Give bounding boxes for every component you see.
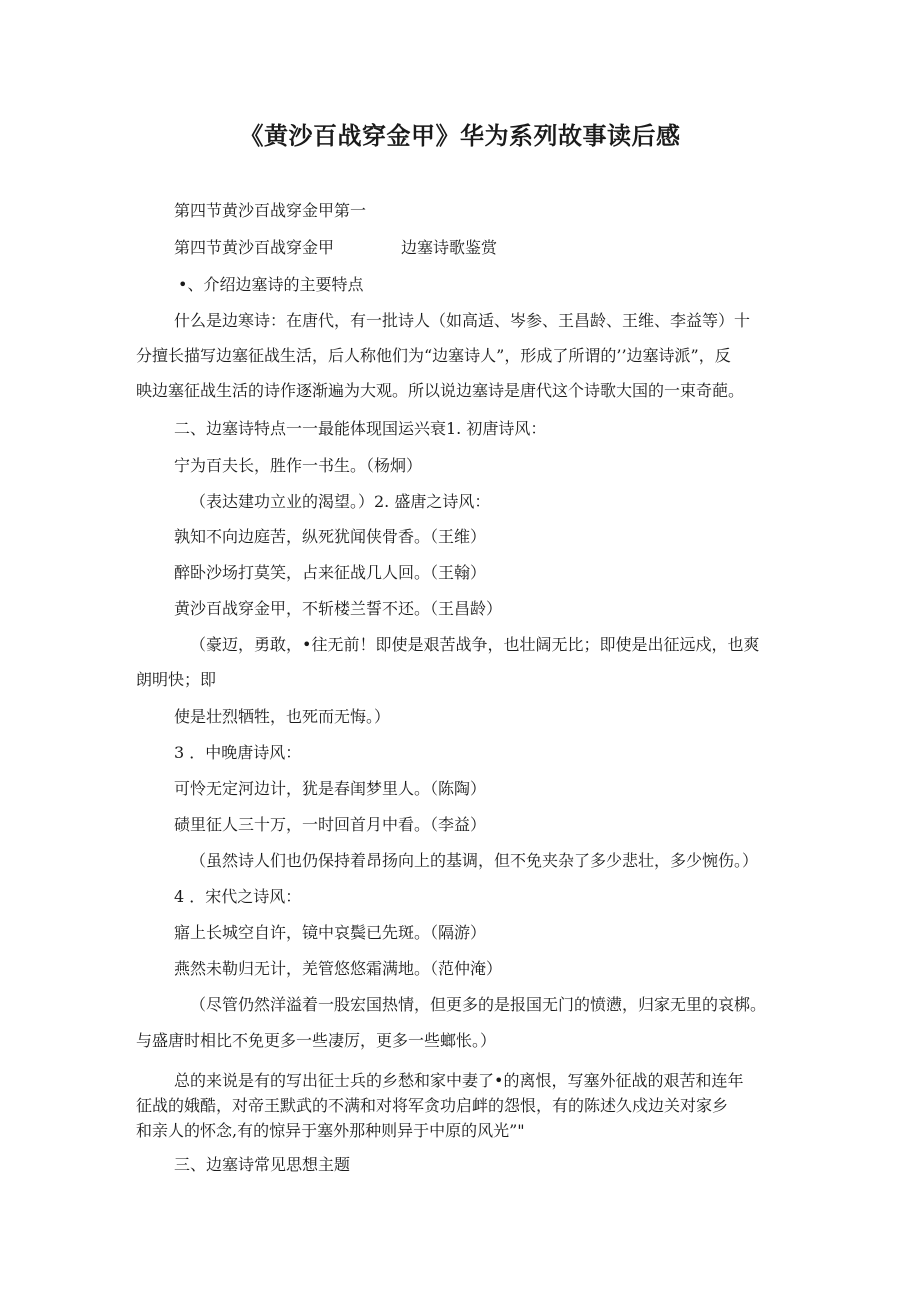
point-heading: 4 ．宋代之诗风： [174,887,302,906]
poem-line: 可怜无定河边计，犹是春闺梦里人。（陈陶） [174,779,487,798]
poem-line: 燕然未勒归无计，羌管悠悠霜满地。（范仲淹） [174,959,503,978]
poem-line: 寤上长城空自许，镜中哀鬓已先斑。（隔游） [174,923,487,942]
section-heading: 第四节黄沙百战穿金甲第一 [174,201,367,220]
poem-line: 碛里征人三十万，一时回首月中看。（李益） [174,815,487,834]
comment-line: 与盛唐时相比不免更多一些凄厉，更多一些螂怅。） [136,1031,497,1050]
paragraph-line: 什么是边寒诗：在唐代，有一批诗人（如高适、岑参、王昌龄、王维、李益等）十 [174,311,751,330]
section-subtitle: 边塞诗歌鉴赏 [401,238,498,257]
comment-line: 朗明快；即 [136,670,217,689]
point-heading: 三、边塞诗常见思想主题 [174,1155,351,1174]
poem-line: 孰知不向边庭苦，纵死犹闻侠骨香。（王维） [174,527,487,546]
comment-line: 使是壮烈牺牲，也死而无悔。） [174,707,391,726]
comment-line: （表达建功立业的渴望。）2. 盛唐之诗风： [190,492,491,511]
paragraph-line: 分擅长描写边塞征战生活，后人称他们为“边塞诗人”，形成了所谓的’’边塞诗派”，反 [136,346,731,365]
comment-line: （虽然诗人们也仍保持着昂扬向上的基调，但不免夹杂了多少悲壮，多少惋伤。） [190,851,759,870]
comment-line: （尽管仍然洋溢着一股宏国热情，但更多的是报国无门的愤懑，归家无里的哀梆。 [190,995,767,1014]
poem-line: 宁为百夫长，胜作一书生。（杨炯） [174,456,423,475]
paragraph-line: 和亲人的怀念,有的惊异于塞外那种则异于中原的风光”" [136,1121,525,1140]
poem-line: 黄沙百战穿金甲，不斩楼兰誓不还。（王昌龄） [174,599,503,618]
document-title: 《黄沙百战穿金甲》华为系列故事读后感 [239,122,681,150]
point-heading: 3 ．中晚唐诗风： [174,743,302,762]
poem-line: 醉卧沙场打莫笑，占来征战几人回。（王翰） [174,563,487,582]
point-heading: 二、边塞诗特点一一最能体现国运兴衰1. 初唐诗风： [174,419,547,438]
point-heading: •、介绍边塞诗的主要特点 [178,275,364,294]
paragraph-line: 征战的娥酷，对帝王默武的不满和对将军贪功启衅的怨恨，有的陈述久戍边关对家乡 [136,1096,729,1115]
paragraph-line: 总的来说是有的写出征士兵的乡愁和家中妻了•的离恨，写塞外征战的艰苦和连年 [174,1071,744,1090]
section-heading: 第四节黄沙百战穿金甲 [174,238,335,257]
paragraph-line: 映边塞征战生活的诗作逐渐遍为大观。所以说边塞诗是唐代这个诗歌大国的一束奇葩。 [136,381,745,400]
comment-line: （豪迈，勇敢，•往无前！即使是艰苦战争，也壮阔无比；即使是出征远戍，也爽 [190,635,760,654]
